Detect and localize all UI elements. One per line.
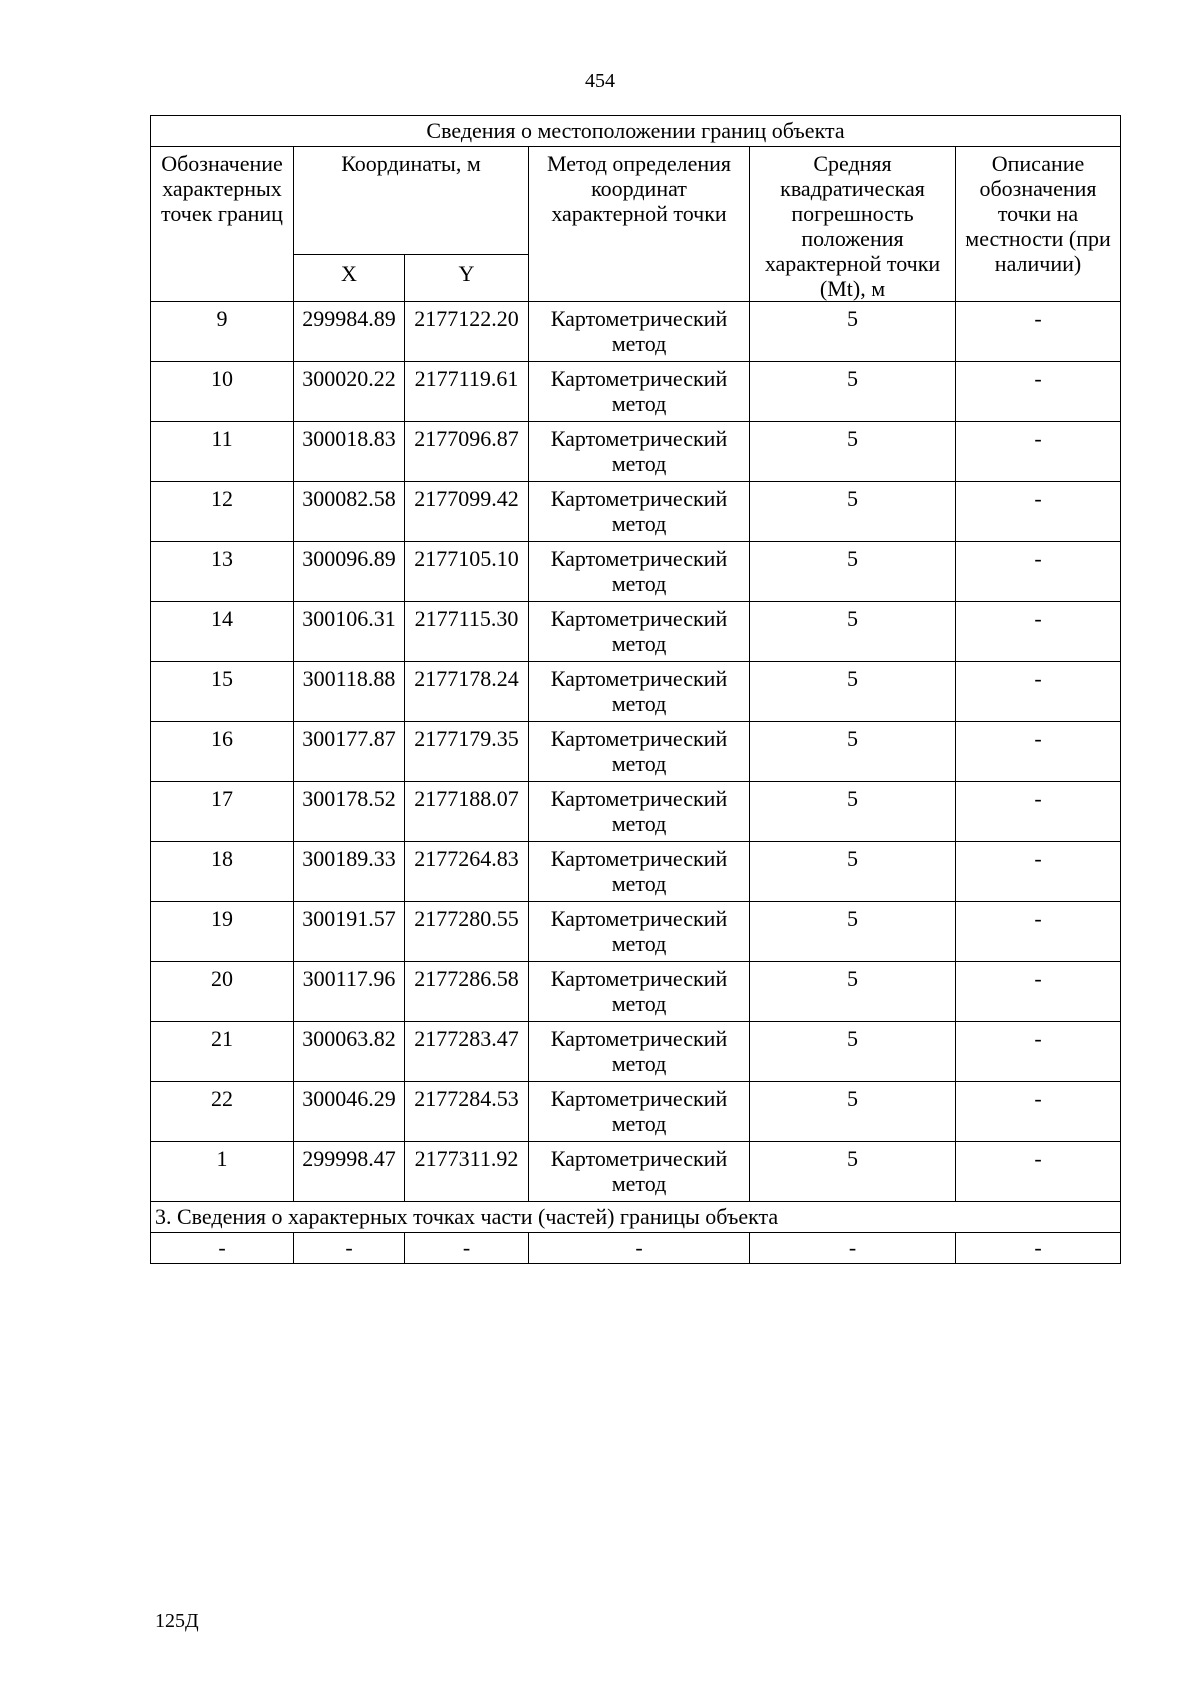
method-cell: Картометрический метод: [529, 362, 750, 422]
y-coord-cell: 2177286.58: [405, 962, 529, 1022]
method-cell: Картометрический метод: [529, 662, 750, 722]
x-coord-cell: 300178.52: [294, 782, 405, 842]
y-coord-cell: 2177115.30: [405, 602, 529, 662]
method-cell: Картометрический метод: [529, 542, 750, 602]
header-x: X: [294, 255, 405, 302]
table-row: [151, 482, 1121, 542]
x-coord-cell: 300096.89: [294, 542, 405, 602]
method-cell: Картометрический метод: [529, 602, 750, 662]
x-coord-cell: 300191.57: [294, 902, 405, 962]
description-cell: -: [956, 1082, 1121, 1142]
section3-cell: -: [294, 1233, 405, 1264]
table-row: [151, 662, 1121, 722]
point-cell: 19: [151, 902, 294, 962]
header-coords: Координаты, м: [294, 147, 529, 255]
y-coord-cell: 2177178.24: [405, 662, 529, 722]
header-description: Описание обозначения точки на местности (при наличии): [956, 147, 1121, 302]
section3-cell: -: [529, 1233, 750, 1264]
x-coord-cell: 300018.83: [294, 422, 405, 482]
description-cell: -: [956, 1022, 1121, 1082]
y-coord-cell: 2177096.87: [405, 422, 529, 482]
section3-cell: -: [956, 1233, 1121, 1264]
method-cell: Картометрический метод: [529, 842, 750, 902]
x-coord-cell: 300189.33: [294, 842, 405, 902]
y-coord-cell: 2177179.35: [405, 722, 529, 782]
error-cell: 5: [750, 1022, 956, 1082]
table-row: [151, 1082, 1121, 1142]
x-coord-cell: 299998.47: [294, 1142, 405, 1202]
point-cell: 1: [151, 1142, 294, 1202]
table-row: [151, 362, 1121, 422]
y-coord-cell: 2177105.10: [405, 542, 529, 602]
error-cell: 5: [750, 602, 956, 662]
method-cell: Картометрический метод: [529, 1082, 750, 1142]
point-cell: 12: [151, 482, 294, 542]
description-cell: -: [956, 542, 1121, 602]
y-coord-cell: 2177122.20: [405, 302, 529, 362]
x-coord-cell: 300118.88: [294, 662, 405, 722]
error-cell: 5: [750, 422, 956, 482]
x-coord-cell: 300063.82: [294, 1022, 405, 1082]
point-cell: 13: [151, 542, 294, 602]
method-cell: Картометрический метод: [529, 1022, 750, 1082]
table-body: [151, 302, 1121, 1202]
section3-title: 3. Сведения о характерных точках части (частей) границы объекта: [151, 1202, 1121, 1233]
description-cell: -: [956, 362, 1121, 422]
description-cell: -: [956, 422, 1121, 482]
description-cell: -: [956, 602, 1121, 662]
table-row: [151, 1142, 1121, 1202]
method-cell: Картометрический метод: [529, 302, 750, 362]
header-error: Средняя квадратическая погрешность положения характерной точки (Mt), м: [750, 147, 956, 302]
table-row: [151, 782, 1121, 842]
table-row: [151, 602, 1121, 662]
description-cell: -: [956, 482, 1121, 542]
point-cell: 16: [151, 722, 294, 782]
y-coord-cell: 2177283.47: [405, 1022, 529, 1082]
method-cell: Картометрический метод: [529, 962, 750, 1022]
method-cell: Картометрический метод: [529, 722, 750, 782]
header-point: Обозначение характерных точек границ: [151, 147, 294, 302]
description-cell: -: [956, 662, 1121, 722]
x-coord-cell: 300177.87: [294, 722, 405, 782]
description-cell: -: [956, 962, 1121, 1022]
x-coord-cell: 300020.22: [294, 362, 405, 422]
x-coord-cell: 299984.89: [294, 302, 405, 362]
table-row: [151, 842, 1121, 902]
error-cell: 5: [750, 722, 956, 782]
error-cell: 5: [750, 902, 956, 962]
table-row: [151, 962, 1121, 1022]
section3-cell: -: [750, 1233, 956, 1264]
section3-cell: -: [405, 1233, 529, 1264]
error-cell: 5: [750, 842, 956, 902]
x-coord-cell: 300082.58: [294, 482, 405, 542]
section3-row: [151, 1233, 1121, 1264]
error-cell: 5: [750, 662, 956, 722]
y-coord-cell: 2177311.92: [405, 1142, 529, 1202]
point-cell: 21: [151, 1022, 294, 1082]
point-cell: 15: [151, 662, 294, 722]
point-cell: 14: [151, 602, 294, 662]
table-row: [151, 302, 1121, 362]
section3-cell: -: [151, 1233, 294, 1264]
table-row: [151, 902, 1121, 962]
y-coord-cell: 2177280.55: [405, 902, 529, 962]
description-cell: -: [956, 302, 1121, 362]
method-cell: Картометрический метод: [529, 422, 750, 482]
y-coord-cell: 2177284.53: [405, 1082, 529, 1142]
description-cell: -: [956, 1142, 1121, 1202]
y-coord-cell: 2177099.42: [405, 482, 529, 542]
method-cell: Картометрический метод: [529, 1142, 750, 1202]
error-cell: 5: [750, 1142, 956, 1202]
description-cell: -: [956, 722, 1121, 782]
header-method: Метод определения координат характерной точки: [529, 147, 750, 302]
point-cell: 10: [151, 362, 294, 422]
error-cell: 5: [750, 962, 956, 1022]
page-number: 454: [585, 70, 615, 92]
point-cell: 20: [151, 962, 294, 1022]
error-cell: 5: [750, 1082, 956, 1142]
method-cell: Картометрический метод: [529, 482, 750, 542]
description-cell: -: [956, 842, 1121, 902]
y-coord-cell: 2177119.61: [405, 362, 529, 422]
y-coord-cell: 2177188.07: [405, 782, 529, 842]
point-cell: 11: [151, 422, 294, 482]
table-row: [151, 542, 1121, 602]
x-coord-cell: 300117.96: [294, 962, 405, 1022]
boundary-table: [150, 115, 1121, 1264]
footer-code: 125Д: [155, 1610, 199, 1632]
x-coord-cell: 300106.31: [294, 602, 405, 662]
point-cell: 22: [151, 1082, 294, 1142]
method-cell: Картометрический метод: [529, 902, 750, 962]
error-cell: 5: [750, 362, 956, 422]
table-title: Сведения о местоположении границ объекта: [151, 116, 1121, 147]
error-cell: 5: [750, 782, 956, 842]
description-cell: -: [956, 902, 1121, 962]
table-row: [151, 422, 1121, 482]
description-cell: -: [956, 782, 1121, 842]
point-cell: 9: [151, 302, 294, 362]
error-cell: 5: [750, 302, 956, 362]
method-cell: Картометрический метод: [529, 782, 750, 842]
x-coord-cell: 300046.29: [294, 1082, 405, 1142]
table-row: [151, 1022, 1121, 1082]
error-cell: 5: [750, 542, 956, 602]
y-coord-cell: 2177264.83: [405, 842, 529, 902]
point-cell: 17: [151, 782, 294, 842]
table-row: [151, 722, 1121, 782]
error-cell: 5: [750, 482, 956, 542]
point-cell: 18: [151, 842, 294, 902]
header-y: Y: [405, 255, 529, 302]
